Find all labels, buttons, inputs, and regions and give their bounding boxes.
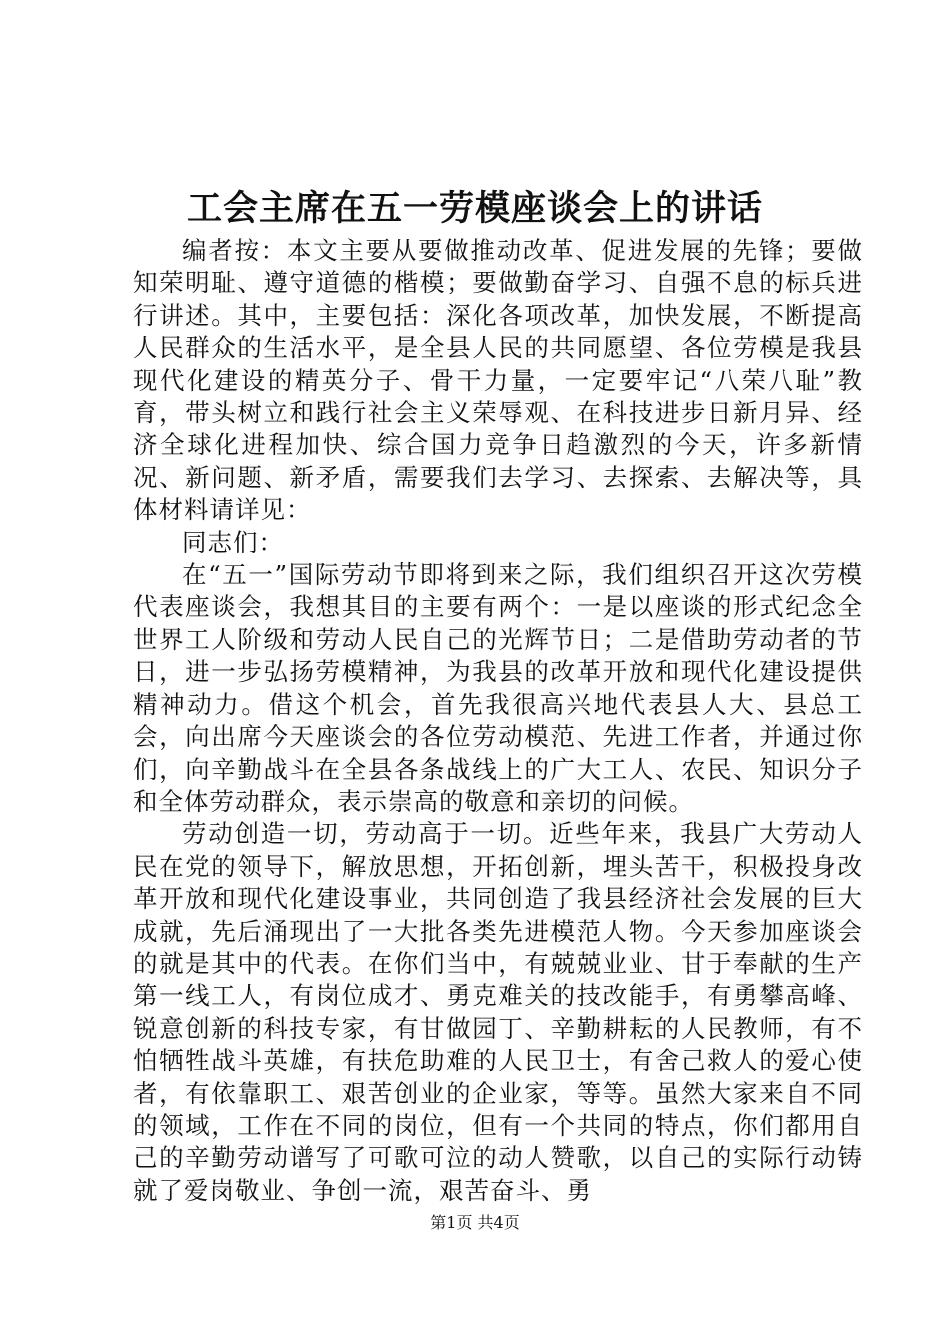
body-paragraph: 在“五一”国际劳动节即将到来之际，我们组织召开这次劳模代表座谈会，我想其目的主要有两个：一是以座谈的形式纪念全世界工人阶级和劳动人民自己的光辉节日；二是借助劳动者的节日，进一步弘扬劳模精神，为我县的改革开放和现代化建设提供精神动力。借这个机会，首先我很高兴地代表县人大、县总工会，向出席今天座谈会的各位劳动模范、先进工作者，并通过你们，向辛勤战斗在全县各条战线上的广大工人、农民、知识分子和全体劳动群众，表示崇高的敬意和亲切的问候。 <box>133 560 863 816</box>
body-paragraph: 劳动创造一切，劳动高于一切。近些年来，我县广大劳动人民在党的领导下，解放思想，开拓创新，埋头苦干，积极投身改革开放和现代化建设事业，共同创造了我县经济社会发展的巨大成就，先后涌现出了一大批各类先进模范人物。今天参加座谈会的就是其中的代表。在你们当中，有兢兢业业、甘于奉献的生产第一线工人，有岗位成才、勇克难关的技改能手，有勇攀高峰、锐意创新的科技专家，有甘做园丁、辛勤耕耘的人民教师，有不怕牺牲战斗英雄，有扶危助难的人民卫士，有舍己救人的爱心使者，有依靠职工、艰苦创业的企业家，等等。虽然大家来自不同的领域，工作在不同的岗位，但有一个共同的特点，你们都用自己的辛勤劳动谱写了可歌可泣的动人赞歌，以自己的实际行动铸就了爱岗敬业、争创一流，艰苦奋斗、勇 <box>133 819 863 1205</box>
editor-note-paragraph: 编者按：本文主要从要做推动改革、促进发展的先锋；要做知荣明耻、遵守道德的楷模；要做勤奋学习、自强不息的标兵进行讲述。其中，主要包括：深化各项改革，加快发展，不断提高人民群众的生活水平，是全县人民的共同愿望、各位劳模是我县现代化建设的精英分子、骨干力量，一定要牢记“八荣八耻”教育，带头树立和践行社会主义荣辱观、在科技进步日新月异、经济全球化进程加快、综合国力竞争日趋激烈的今天，许多新情况、新问题、新矛盾，需要我们去学习、去探索、去解决等，具体材料请详见： <box>133 236 863 525</box>
document-body <box>133 235 863 1207</box>
document-title: 工会主席在五一劳模座谈会上的讲话 <box>186 188 763 229</box>
page-footer: 第1页 共4页 <box>430 1213 520 1232</box>
salutation-paragraph: 同志们： <box>182 527 284 557</box>
